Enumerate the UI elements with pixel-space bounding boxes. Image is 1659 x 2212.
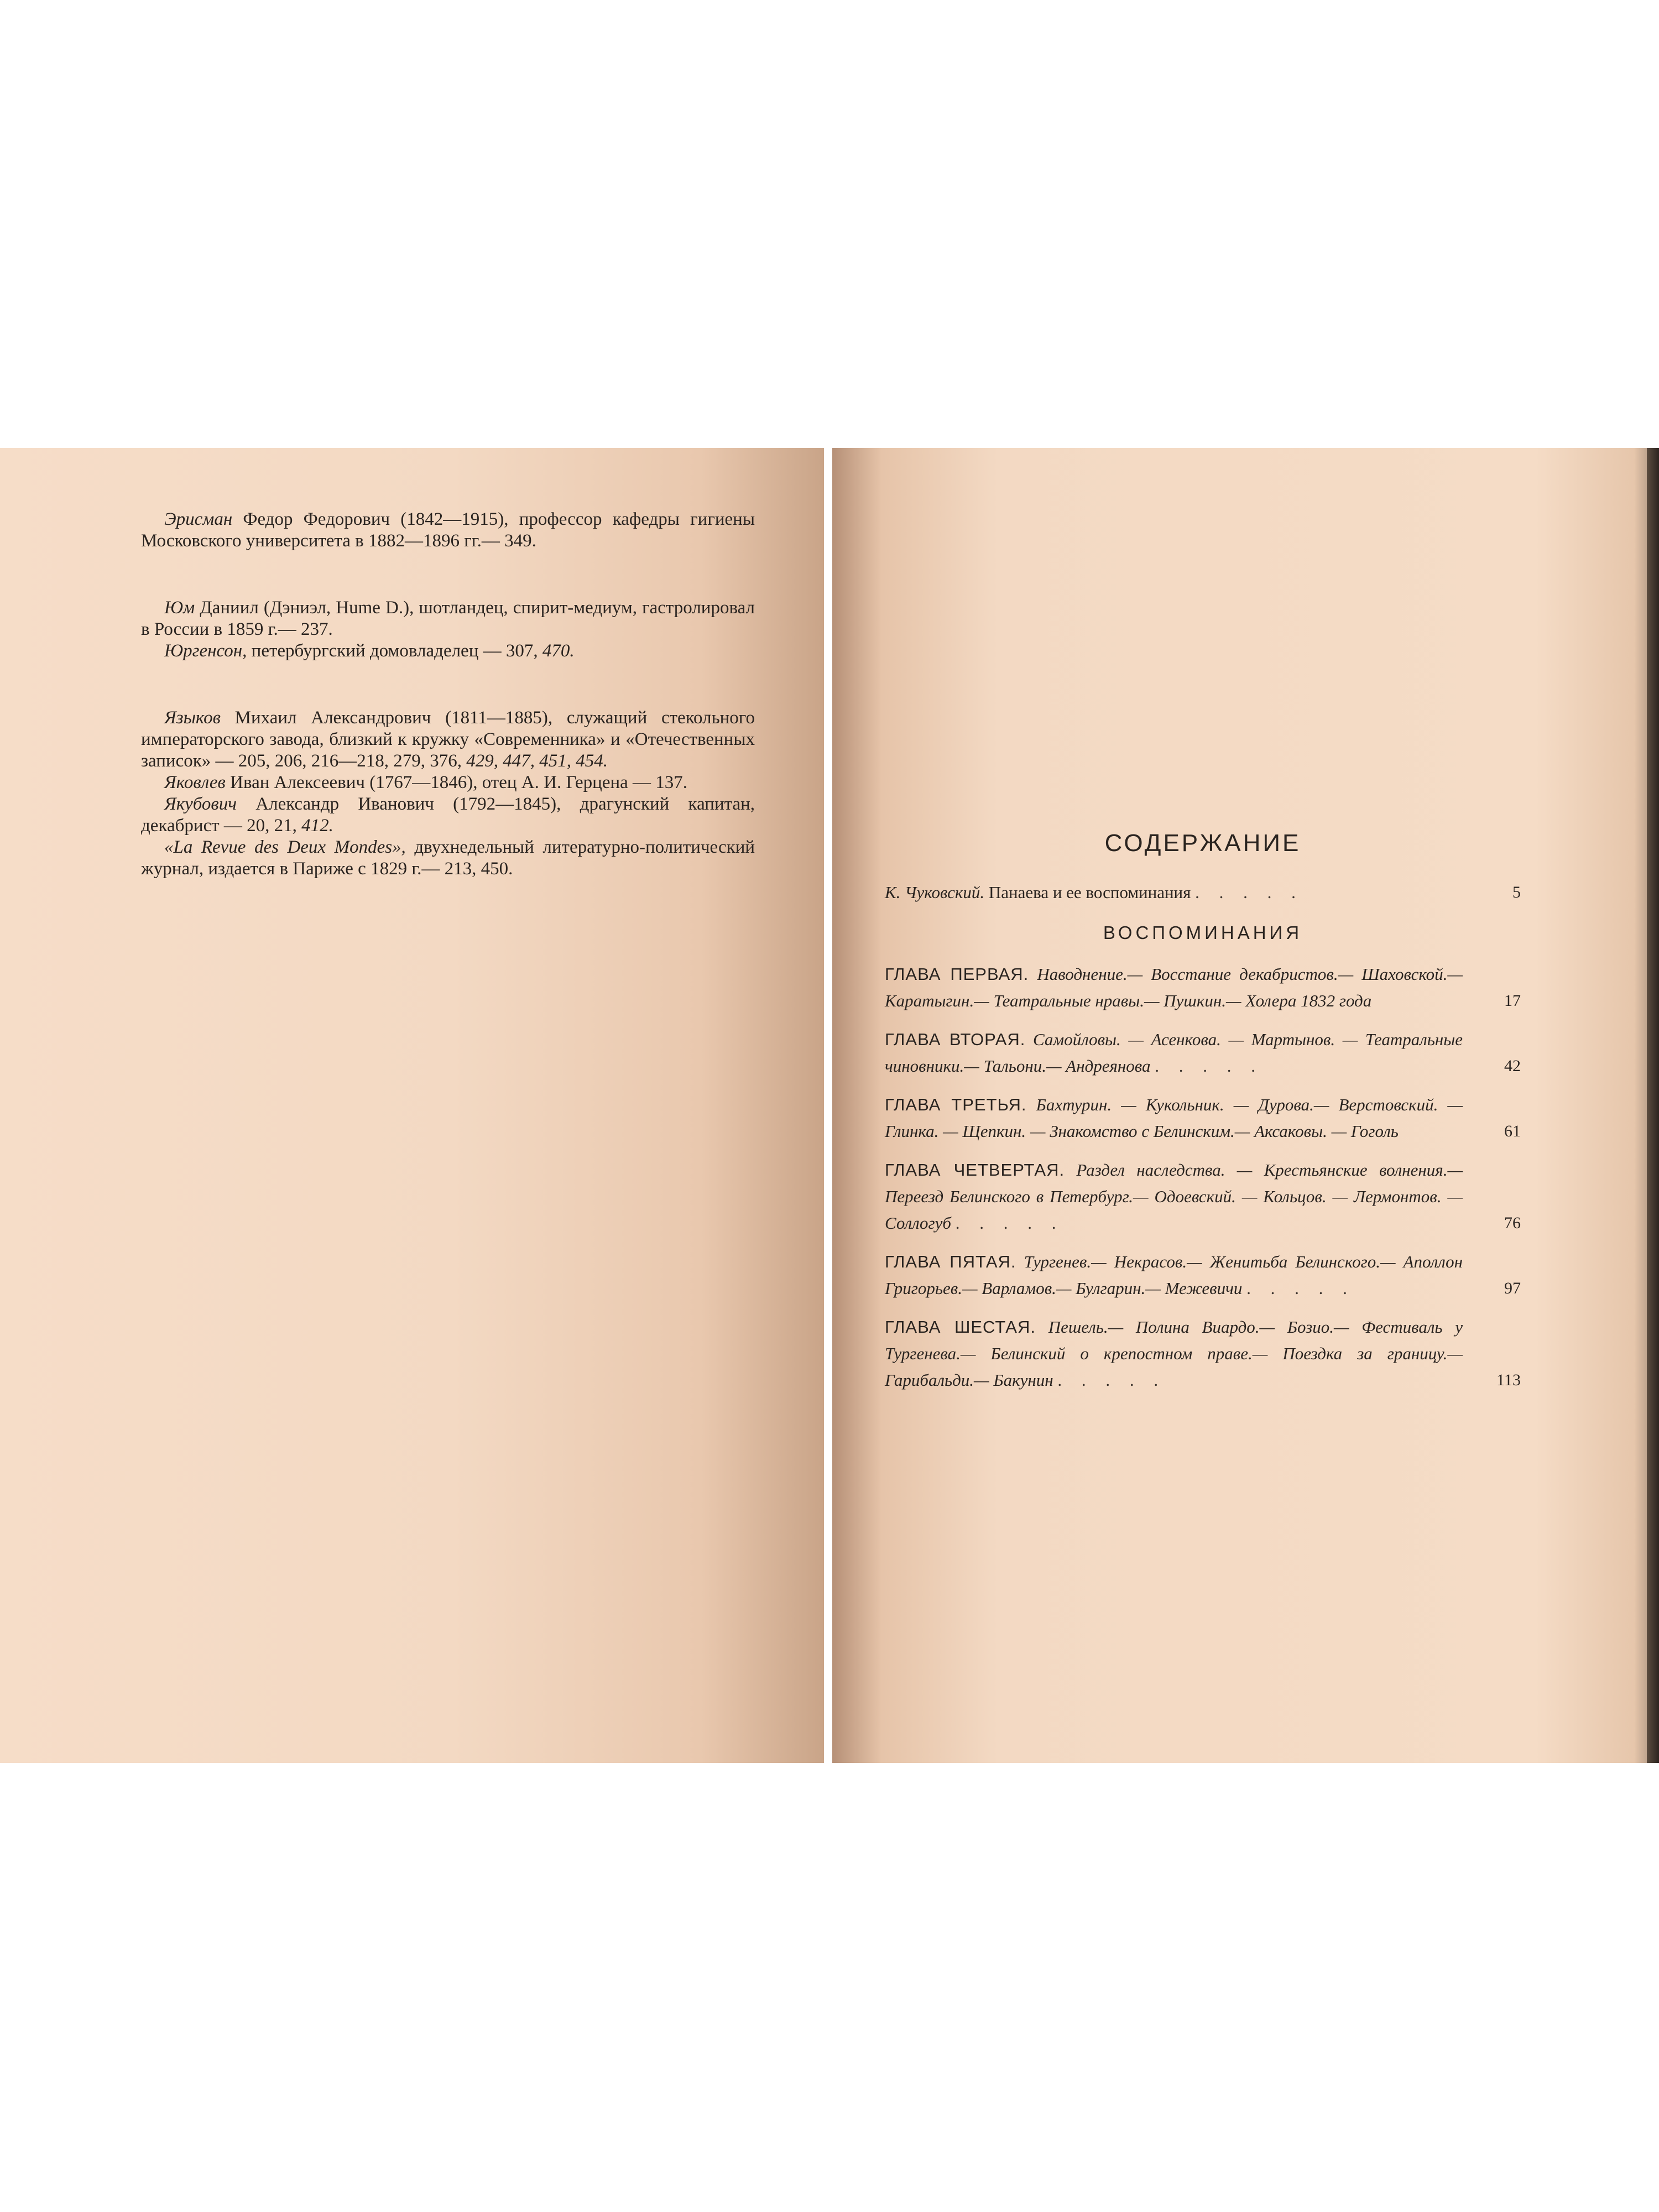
- index-entry: Языков Михаил Александрович (1811—1885), служащий стекольного императорского завода, близкий к кружку «Современника» и «Отечественных записок» — 205, 206, 216—218, 279, 376, 429, 447, 451, 454.: [141, 708, 755, 771]
- index-entry: Эрисман Федор Федорович (1842—1915), профессор кафедры гигиены Московского университета в 1882—1896 гг.— 349.: [141, 509, 755, 551]
- index-entry: Якубович Александр Иванович (1792—1845), драгунский капитан, декабрист — 20, 21, 412.: [141, 794, 755, 836]
- book-spread: [0, 448, 1659, 1763]
- page-number: 17: [1504, 992, 1521, 1010]
- toc-chapter: ГЛАВА ПЯТАЯ. Тургенев.— Некрасов.— Женитьба Белинского.— Аполлон Григорьев.— Варламов.— Булгарин.— Межевичи . . . . . 97: [885, 1249, 1521, 1302]
- toc-chapter: ГЛАВА ВТОРАЯ. Самойловы. — Асенкова. — Мартынов. — Театральные чиновники.— Тальони.— Андреянова . . . . . 42: [885, 1026, 1521, 1079]
- toc-chapter: ГЛАВА ПЕРВАЯ. Наводнение.— Восстание декабристов.— Шаховской.— Каратыгин.— Театральные нравы.— Пушкин.— Холера 1832 года 17: [885, 961, 1521, 1014]
- name-index: [141, 509, 755, 880]
- toc-intro: К. Чуковский. Панаева и ее воспоминания . . . . . 5: [885, 879, 1521, 906]
- page-number: 61: [1504, 1122, 1521, 1140]
- toc-chapter: ГЛАВА ЧЕТВЕРТАЯ. Раздел наследства. — Крестьянские волнения.— Переезд Белинского в Петербург.— Одоевский. — Кольцов. — Лермонтов. — Соллогуб . . . . . 76: [885, 1157, 1521, 1237]
- page-number: 76: [1504, 1214, 1521, 1232]
- index-entry: «La Revue des Deux Mondes», двухнедельный литературно-политический журнал, издается в Париже с 1829 г.— 213, 450.: [141, 837, 755, 879]
- toc-title: СОДЕРЖАНИЕ: [1104, 830, 1301, 857]
- table-of-contents: [885, 830, 1521, 1406]
- index-entry: Юргенсон, петербургский домовладелец — 307, 470.: [164, 641, 575, 661]
- book-gutter: [824, 448, 832, 1763]
- toc-chapter: ГЛАВА ТРЕТЬЯ. Бахтурин. — Кукольник. — Дурова.— Верстовский. — Глинка. — Щепкин. — Знакомство с Белинским.— Аксаковы. — Гоголь 61: [885, 1092, 1521, 1145]
- page-number: 5: [1512, 883, 1521, 901]
- section-title: ВОСПОМИНАНИЯ: [1103, 922, 1303, 943]
- page-number: 97: [1504, 1279, 1521, 1297]
- index-entry: Яковлев Иван Алексеевич (1767—1846), отец А. И. Герцена — 137.: [164, 773, 688, 792]
- right-page: [832, 448, 1659, 1763]
- page-edge: [1647, 448, 1659, 1763]
- left-page: [0, 448, 824, 1763]
- page-number: 113: [1496, 1371, 1521, 1389]
- index-entry: Юм Даниил (Дэниэл, Hume D.), шотландец, спирит-медиум, гастролировал в России в 1859 г.— 237.: [141, 598, 755, 639]
- toc-chapter: ГЛАВА ШЕСТАЯ. Пешель.— Полина Виардо.— Бозио.— Фестиваль у Тургенева.— Белинский о крепостном праве.— Поездка за границу.— Гарибальди.— Бакунин . . . . . 113: [885, 1314, 1521, 1394]
- page-number: 42: [1504, 1057, 1521, 1075]
